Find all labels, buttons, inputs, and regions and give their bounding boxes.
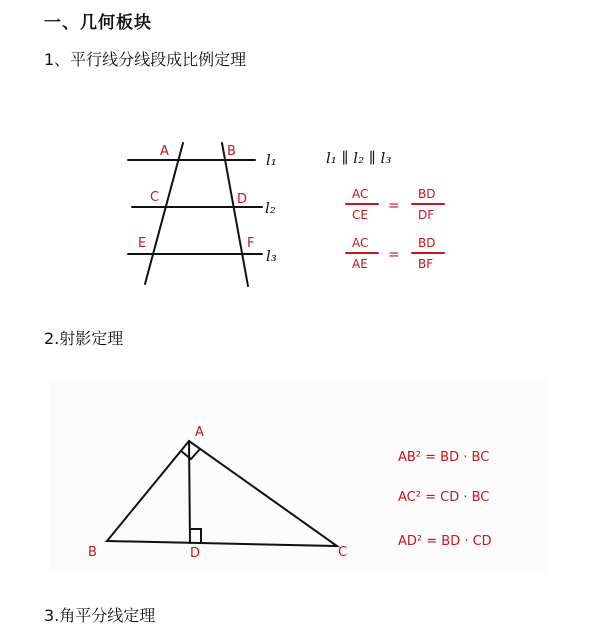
figure-parallel-lines	[128, 143, 444, 286]
formula-ac-squared: AC² = CD · BC	[398, 490, 490, 505]
section-title-projection: 2.射影定理	[44, 329, 124, 348]
eq1-denominator-right: DF	[418, 208, 435, 222]
point-label-E: E	[138, 236, 147, 251]
figure-right-triangle	[50, 380, 547, 572]
line-label-l1: l₁	[266, 151, 277, 169]
eq1-numerator-right: BD	[418, 187, 436, 201]
eq1-denominator-left: CE	[352, 208, 368, 222]
eq2-equals: =	[388, 247, 400, 263]
point-label-B2: B	[88, 545, 97, 560]
line-label-l2: l₂	[265, 199, 276, 217]
section-title-parallel-lines: 1、平行线分线段成比例定理	[44, 50, 247, 69]
transversal-left	[145, 143, 183, 284]
point-label-A2: A	[195, 425, 204, 440]
point-label-C: C	[150, 190, 160, 205]
point-label-F: F	[247, 236, 255, 251]
point-label-D2: D	[190, 546, 201, 561]
parallel-statement: l₁ ∥ l₂ ∥ l₃	[326, 149, 392, 167]
eq1-equals: =	[388, 198, 400, 214]
transversal-right	[222, 143, 248, 286]
eq2-numerator-left: AC	[352, 236, 369, 250]
point-label-B: B	[227, 144, 236, 159]
eq1-numerator-left: AC	[352, 187, 369, 201]
eq2-denominator-left: AE	[352, 257, 368, 271]
eq2-denominator-right: BF	[418, 257, 434, 271]
eq2-numerator-right: BD	[418, 236, 436, 250]
ratio-equation-1	[346, 187, 444, 222]
point-label-C2: C	[338, 545, 348, 560]
line-label-l3: l₃	[266, 247, 277, 265]
formula-ab-squared: AB² = BD · BC	[398, 450, 490, 465]
point-label-A: A	[160, 144, 169, 159]
ratio-equation-2	[346, 236, 444, 271]
section-title-angle-bisector: 3.角平分线定理	[44, 606, 156, 625]
block-heading: 一、几何板块	[44, 13, 152, 33]
point-label-D: D	[237, 192, 248, 207]
formula-ad-squared: AD² = BD · CD	[398, 534, 492, 549]
